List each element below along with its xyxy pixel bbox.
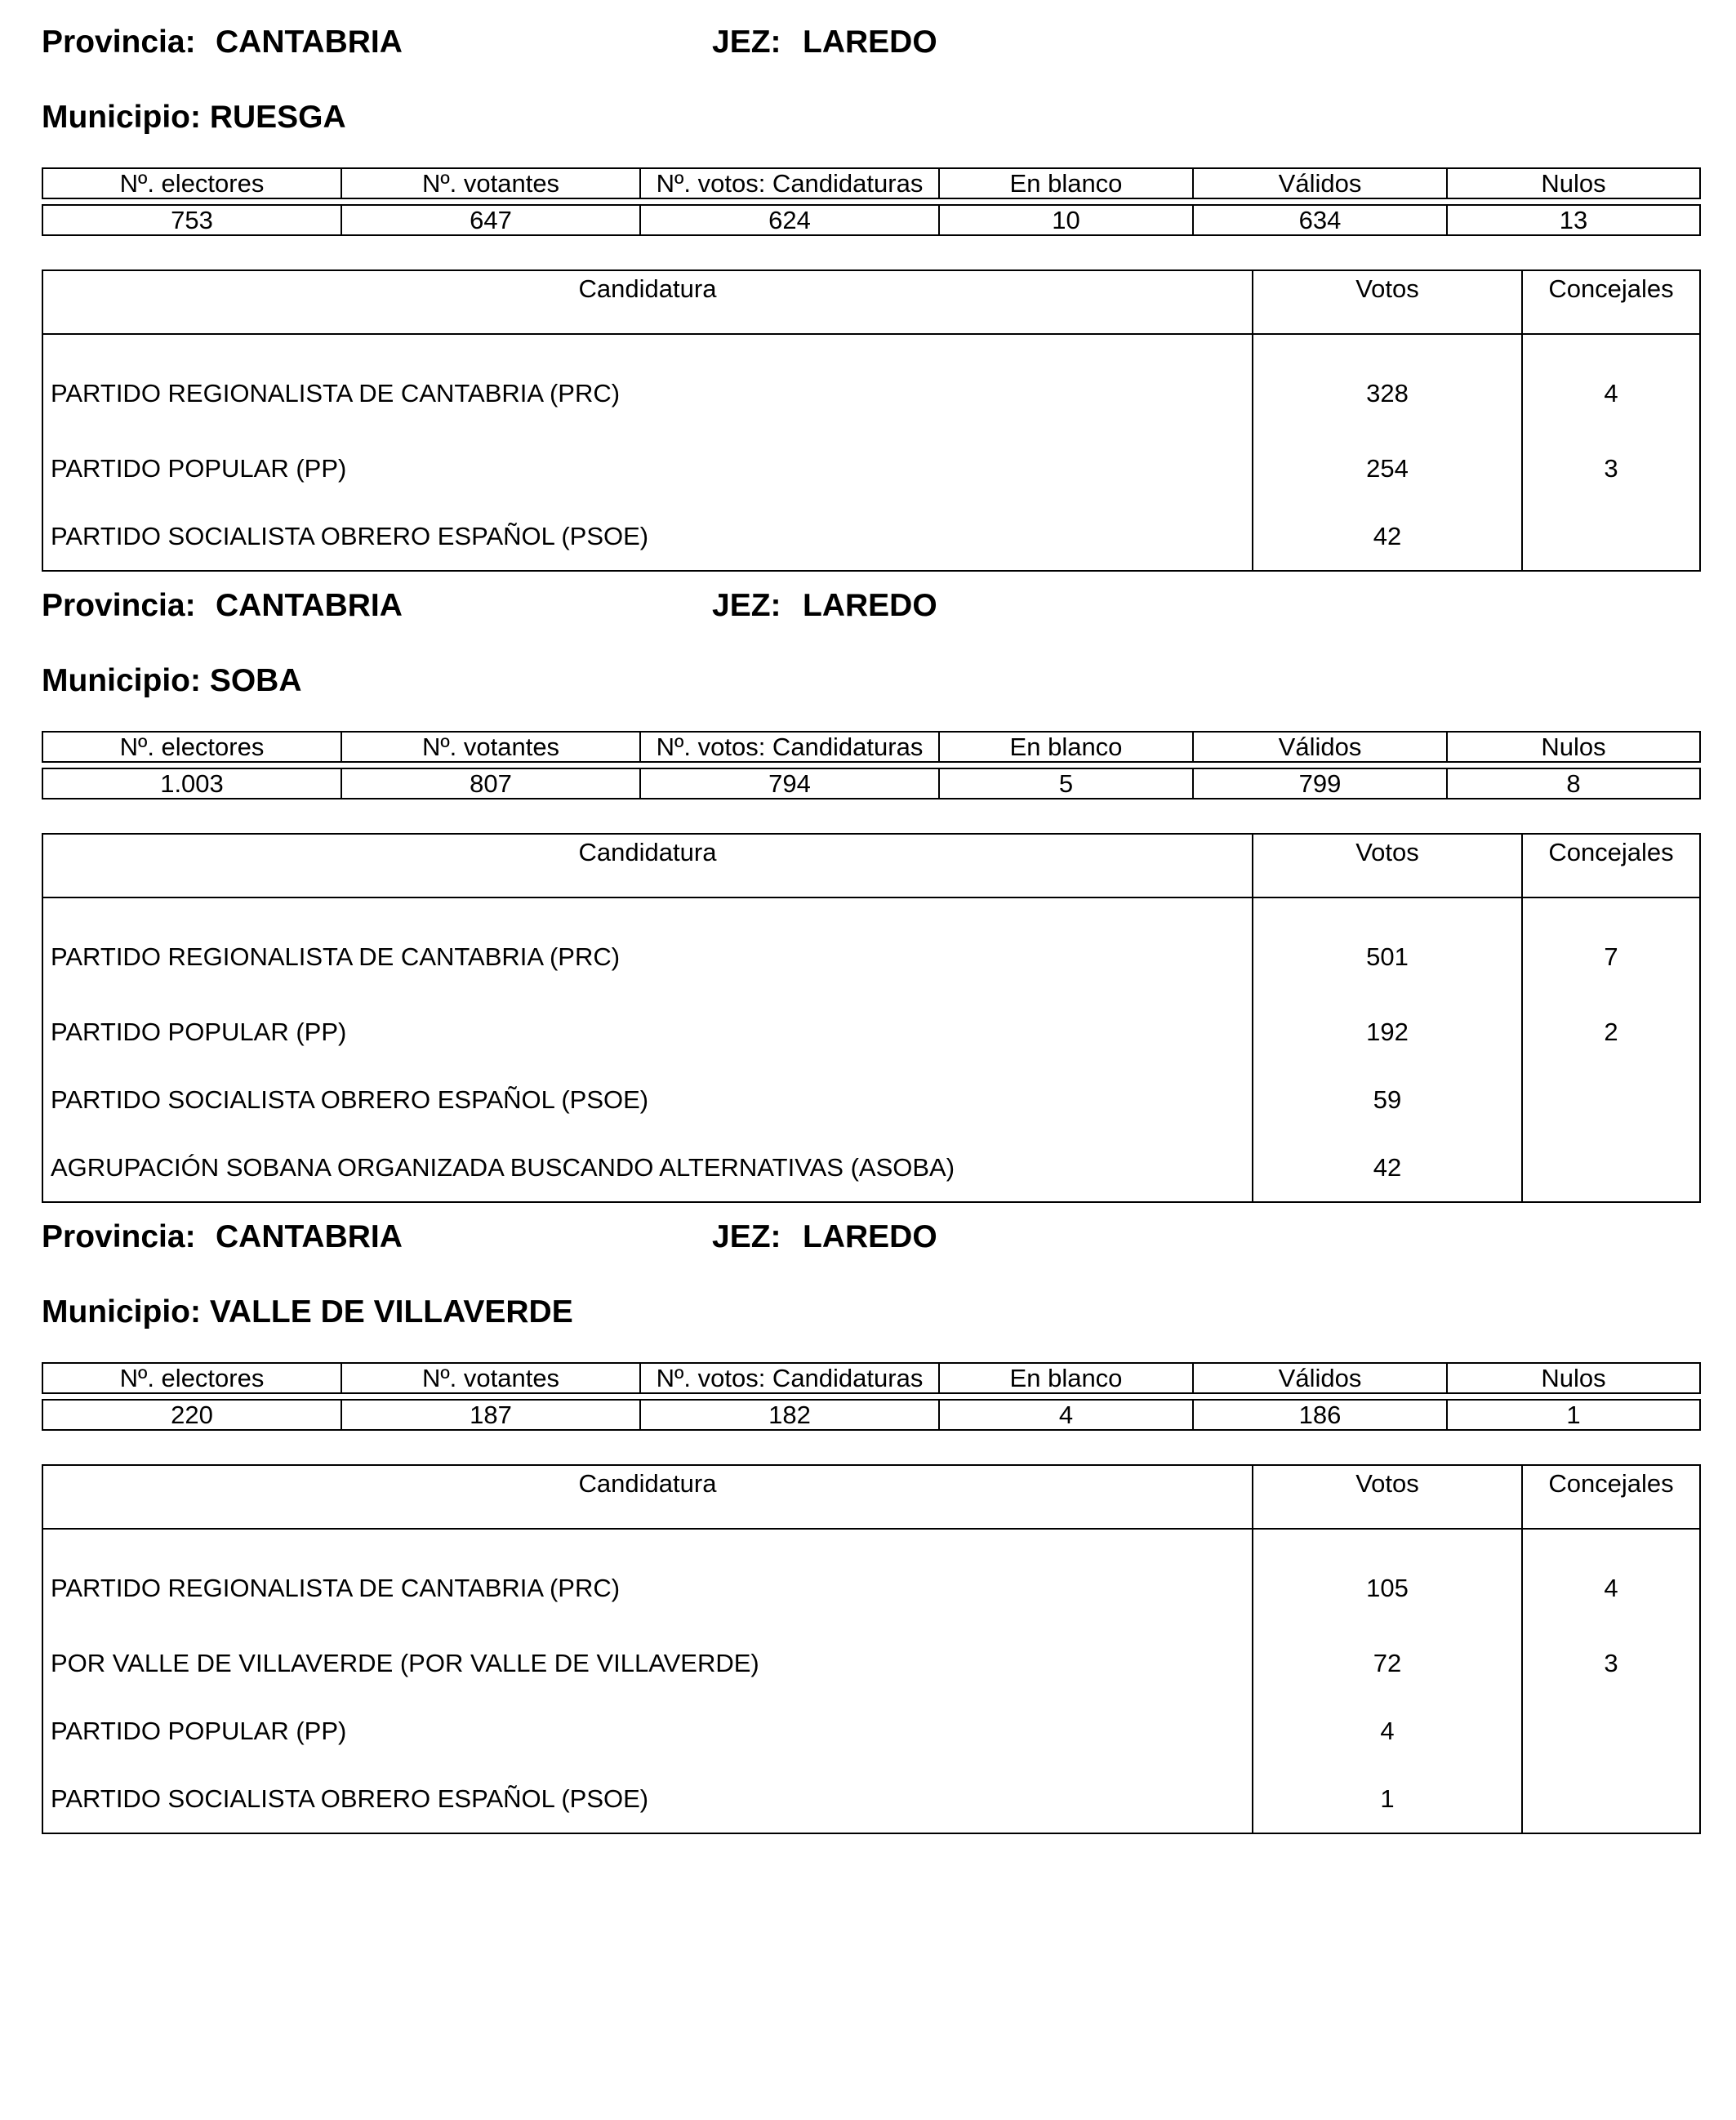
summary-header-cell: Válidos xyxy=(1193,168,1447,198)
result-row xyxy=(42,1529,1700,1629)
result-row xyxy=(42,998,1700,1066)
results-header-row xyxy=(42,270,1700,334)
summary-gap-cell xyxy=(1193,1393,1447,1400)
municipio-label: Municipio: xyxy=(42,1294,201,1329)
results-header-cell: Candidatura xyxy=(42,270,1253,334)
summary-header-cell: Nº. electores xyxy=(42,732,341,762)
jez-value: LAREDO xyxy=(803,24,937,60)
summary-value-cell: 5 xyxy=(939,768,1193,799)
provincia-value: CANTABRIA xyxy=(216,1219,403,1254)
summary-header-cell: Nº. votantes xyxy=(341,1363,640,1393)
votos-cell: 501 xyxy=(1253,897,1522,998)
municipio-line xyxy=(42,100,346,136)
summary-value-cell: 4 xyxy=(939,1400,1193,1430)
votos-cell: 105 xyxy=(1253,1529,1522,1629)
municipality-section xyxy=(42,24,1699,596)
municipio-line xyxy=(42,1294,573,1330)
summary-gap-cell xyxy=(1447,198,1700,205)
summary-header-cell: Nulos xyxy=(1447,168,1700,198)
section-header xyxy=(42,1219,1699,1268)
summary-gap xyxy=(42,198,1700,205)
concejales-cell: 4 xyxy=(1522,334,1700,434)
summary-header-cell: En blanco xyxy=(939,1363,1193,1393)
summary-gap-cell xyxy=(341,762,640,768)
summary-values-row xyxy=(42,1400,1700,1430)
summary-header-row xyxy=(42,1363,1700,1393)
provincia-value: CANTABRIA xyxy=(216,588,403,623)
result-row xyxy=(42,1765,1700,1833)
result-row xyxy=(42,334,1700,434)
concejales-cell xyxy=(1522,1066,1700,1133)
summary-gap-cell xyxy=(1193,198,1447,205)
candidatura-cell: POR VALLE DE VILLAVERDE (POR VALLE DE VILLAVERDE) xyxy=(42,1629,1253,1697)
summary-table xyxy=(42,731,1701,799)
result-row xyxy=(42,434,1700,502)
summary-header-cell: Nulos xyxy=(1447,732,1700,762)
candidatura-cell: AGRUPACIÓN SOBANA ORGANIZADA BUSCANDO ALTERNATIVAS (ASOBA) xyxy=(42,1133,1253,1202)
summary-gap xyxy=(42,1393,1700,1400)
summary-table xyxy=(42,1362,1701,1431)
results-header-cell: Votos xyxy=(1253,1465,1522,1529)
section-header xyxy=(42,24,1699,73)
summary-gap xyxy=(42,762,1700,768)
jez-label: JEZ: xyxy=(712,24,781,60)
summary-header-cell: En blanco xyxy=(939,168,1193,198)
results-header-cell: Concejales xyxy=(1522,834,1700,897)
summary-table xyxy=(42,167,1701,236)
summary-gap-cell xyxy=(640,762,939,768)
summary-value-cell: 13 xyxy=(1447,205,1700,235)
summary-value-cell: 220 xyxy=(42,1400,341,1430)
summary-gap-cell xyxy=(42,198,341,205)
summary-value-cell: 807 xyxy=(341,768,640,799)
summary-value-cell: 1.003 xyxy=(42,768,341,799)
result-row xyxy=(42,1066,1700,1133)
candidatura-cell: PARTIDO SOCIALISTA OBRERO ESPAÑOL (PSOE) xyxy=(42,1066,1253,1133)
summary-value-cell: 1 xyxy=(1447,1400,1700,1430)
candidatura-cell: PARTIDO REGIONALISTA DE CANTABRIA (PRC) xyxy=(42,897,1253,998)
concejales-cell: 3 xyxy=(1522,434,1700,502)
summary-header-cell: Nº. votos: Candidaturas xyxy=(640,168,939,198)
candidatura-cell: PARTIDO REGIONALISTA DE CANTABRIA (PRC) xyxy=(42,334,1253,434)
summary-header-cell: Válidos xyxy=(1193,732,1447,762)
candidatura-cell: PARTIDO POPULAR (PP) xyxy=(42,1697,1253,1765)
provincia-label: Provincia: xyxy=(42,588,196,623)
summary-values-row xyxy=(42,205,1700,235)
results-header-cell: Votos xyxy=(1253,834,1522,897)
summary-gap-cell xyxy=(640,198,939,205)
summary-header-cell: Nº. votantes xyxy=(341,168,640,198)
concejales-cell xyxy=(1522,1133,1700,1202)
results-header-cell: Concejales xyxy=(1522,270,1700,334)
provincia-label: Provincia: xyxy=(42,24,196,60)
summary-gap-cell xyxy=(42,762,341,768)
concejales-cell: 4 xyxy=(1522,1529,1700,1629)
summary-header-row xyxy=(42,168,1700,198)
municipio-value: SOBA xyxy=(209,663,302,698)
votos-cell: 42 xyxy=(1253,1133,1522,1202)
summary-value-cell: 182 xyxy=(640,1400,939,1430)
section-header xyxy=(42,588,1699,637)
provincia-label: Provincia: xyxy=(42,1219,196,1254)
result-row xyxy=(42,502,1700,571)
summary-gap-cell xyxy=(1447,762,1700,768)
summary-gap-cell xyxy=(939,762,1193,768)
jez-label: JEZ: xyxy=(712,1219,781,1254)
results-header-row xyxy=(42,834,1700,897)
concejales-cell: 7 xyxy=(1522,897,1700,998)
summary-gap-cell xyxy=(939,198,1193,205)
summary-header-cell: Nº. votos: Candidaturas xyxy=(640,732,939,762)
votos-cell: 192 xyxy=(1253,998,1522,1066)
summary-value-cell: 187 xyxy=(341,1400,640,1430)
concejales-cell xyxy=(1522,502,1700,571)
summary-header-cell: En blanco xyxy=(939,732,1193,762)
municipality-section xyxy=(42,1219,1699,1813)
summary-header-row xyxy=(42,732,1700,762)
municipio-label: Municipio: xyxy=(42,663,201,698)
provincia-value: CANTABRIA xyxy=(216,24,403,60)
concejales-cell: 2 xyxy=(1522,998,1700,1066)
votos-cell: 4 xyxy=(1253,1697,1522,1765)
result-row xyxy=(42,1629,1700,1697)
concejales-cell xyxy=(1522,1697,1700,1765)
summary-gap-cell xyxy=(1193,762,1447,768)
concejales-cell xyxy=(1522,1765,1700,1833)
summary-value-cell: 634 xyxy=(1193,205,1447,235)
concejales-cell: 3 xyxy=(1522,1629,1700,1697)
summary-gap-cell xyxy=(341,198,640,205)
votos-cell: 72 xyxy=(1253,1629,1522,1697)
results-header-cell: Votos xyxy=(1253,270,1522,334)
results-table xyxy=(42,833,1701,1203)
results-header-cell: Candidatura xyxy=(42,1465,1253,1529)
results-header-cell: Concejales xyxy=(1522,1465,1700,1529)
municipio-label: Municipio: xyxy=(42,100,201,135)
votos-cell: 254 xyxy=(1253,434,1522,502)
result-row xyxy=(42,1133,1700,1202)
results-header-cell: Candidatura xyxy=(42,834,1253,897)
summary-gap-cell xyxy=(341,1393,640,1400)
jez-value: LAREDO xyxy=(803,1219,937,1254)
summary-header-cell: Nº. electores xyxy=(42,1363,341,1393)
jez-value: LAREDO xyxy=(803,588,937,623)
results-table xyxy=(42,269,1701,572)
candidatura-cell: PARTIDO POPULAR (PP) xyxy=(42,434,1253,502)
summary-gap-cell xyxy=(1447,1393,1700,1400)
summary-value-cell: 8 xyxy=(1447,768,1700,799)
summary-header-cell: Nº. votantes xyxy=(341,732,640,762)
summary-value-cell: 753 xyxy=(42,205,341,235)
candidatura-cell: PARTIDO SOCIALISTA OBRERO ESPAÑOL (PSOE) xyxy=(42,1765,1253,1833)
summary-header-cell: Válidos xyxy=(1193,1363,1447,1393)
votos-cell: 328 xyxy=(1253,334,1522,434)
results-table xyxy=(42,1464,1701,1834)
results-header-row xyxy=(42,1465,1700,1529)
summary-value-cell: 647 xyxy=(341,205,640,235)
summary-header-cell: Nulos xyxy=(1447,1363,1700,1393)
municipality-section xyxy=(42,588,1699,1182)
candidatura-cell: PARTIDO POPULAR (PP) xyxy=(42,998,1253,1066)
summary-value-cell: 10 xyxy=(939,205,1193,235)
municipio-line xyxy=(42,663,302,699)
municipio-value: RUESGA xyxy=(209,100,346,135)
summary-gap-cell xyxy=(640,1393,939,1400)
votos-cell: 42 xyxy=(1253,502,1522,571)
summary-header-cell: Nº. electores xyxy=(42,168,341,198)
summary-values-row xyxy=(42,768,1700,799)
result-row xyxy=(42,1697,1700,1765)
votos-cell: 59 xyxy=(1253,1066,1522,1133)
summary-value-cell: 186 xyxy=(1193,1400,1447,1430)
jez-label: JEZ: xyxy=(712,588,781,623)
summary-value-cell: 799 xyxy=(1193,768,1447,799)
summary-value-cell: 624 xyxy=(640,205,939,235)
municipio-value: VALLE DE VILLAVERDE xyxy=(209,1294,573,1329)
votos-cell: 1 xyxy=(1253,1765,1522,1833)
summary-value-cell: 794 xyxy=(640,768,939,799)
candidatura-cell: PARTIDO SOCIALISTA OBRERO ESPAÑOL (PSOE) xyxy=(42,502,1253,571)
summary-header-cell: Nº. votos: Candidaturas xyxy=(640,1363,939,1393)
candidatura-cell: PARTIDO REGIONALISTA DE CANTABRIA (PRC) xyxy=(42,1529,1253,1629)
summary-gap-cell xyxy=(939,1393,1193,1400)
summary-gap-cell xyxy=(42,1393,341,1400)
result-row xyxy=(42,897,1700,998)
